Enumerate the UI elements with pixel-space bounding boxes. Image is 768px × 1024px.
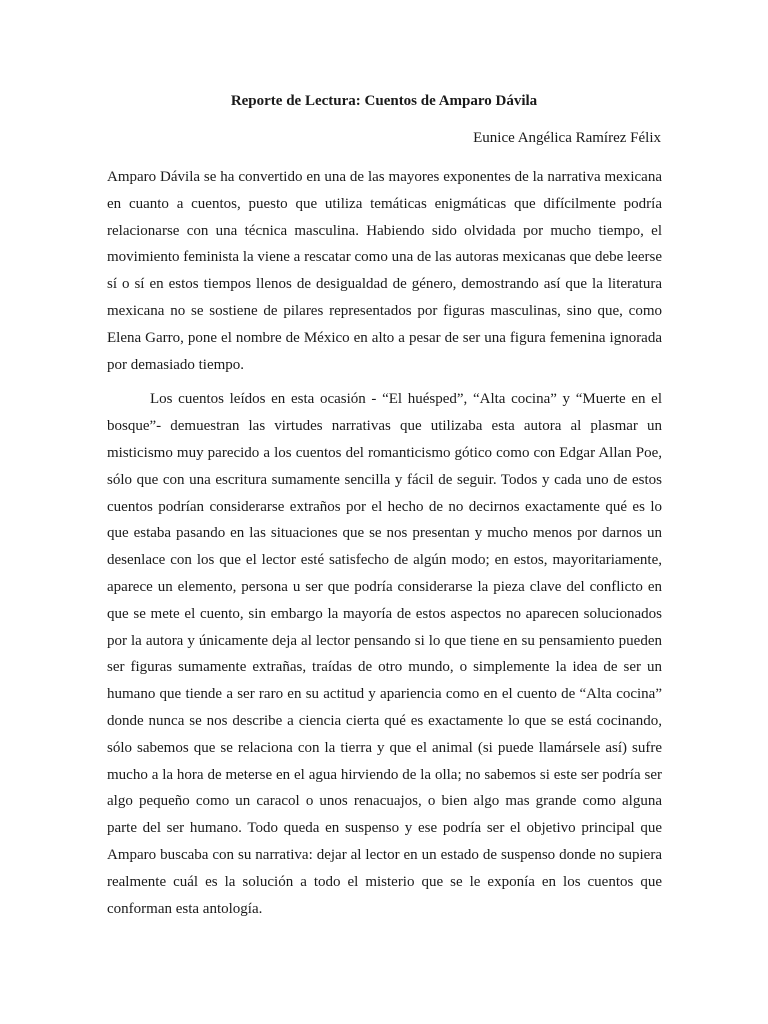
document-body [107, 164, 662, 922]
body-paragraph-1: Amparo Dávila se ha convertido en una de las mayores exponentes de la narrativa mexicana en cuanto a cuentos, puesto que utiliza temáticas enigmáticas que difícilmente podría relacionarse con una técnica masculina. Habiendo sido olvidada por mucho tiempo, el movimiento feminista la viene a rescatar como una de las autoras mexicanas que debe leerse sí o sí en estos tiempos llenos de desigualdad de género, demostrando así que la literatura mexicana no se sostiene de pilares representados por figuras masculinas, sino que, como Elena Garro, pone el nombre de México en alto a pesar de ser una figura femenina ignorada por demasiado tiempo. [107, 169, 662, 373]
body-paragraph-2: Los cuentos leídos en esta ocasión - “El huésped”, “Alta cocina” y “Muerte en el bosque”- demuestran las virtudes narrativas que utilizaba esta autora al plasmar un misticismo muy parecido a los cuentos del romanticismo gótico como con Edgar Allan Poe, sólo que con una escritura sumamente sencilla y fácil de seguir. Todos y cada uno de estos cuentos podrían considerarse extraños por el hecho de no decirnos exactamente qué es lo que estaba pasando en las situaciones que se nos presentan y mucho menos por darnos un desenlace con los que el lector esté satisfecho de algún modo; en estos, mayoritariamente, aparece un elemento, persona u ser que podría considerarse la pieza clave del conflicto en que se mete el cuento, sin embargo la mayoría de estos aspectos no aparecen solucionados por la autora y únicamente deja al lector pensando si lo que tiene en su pensamiento pueden ser figuras sumamente extrañas, traídas de otro mundo, o simplemente la idea de ser un humano que tiende a ser raro en su actitud y apariencia como en el cuento de “Alta cocina” donde nunca se nos describe a ciencia cierta qué es exactamente lo que se está cocinando, sólo sabemos que se relaciona con la tierra y que el animal (si puede llamársele así) sufre mucho a la hora de meterse en el agua hirviendo de la olla; no sabemos si este ser podría ser algo pequeño como un caracol o unos renacuajos, o bien algo mas grande como alguna parte del ser humano. Todo queda en suspenso y ese podría ser el objetivo principal que Amparo buscaba con su narrativa: dejar al lector en un estado de suspenso donde no supiera realmente cuál es la solución a todo el misterio que se le exponía en los cuentos que conforman esta antología. [107, 391, 662, 917]
document-title: Reporte de Lectura: Cuentos de Amparo Dávila [230, 93, 538, 109]
document-author: Eunice Angélica Ramírez Félix [473, 130, 661, 146]
